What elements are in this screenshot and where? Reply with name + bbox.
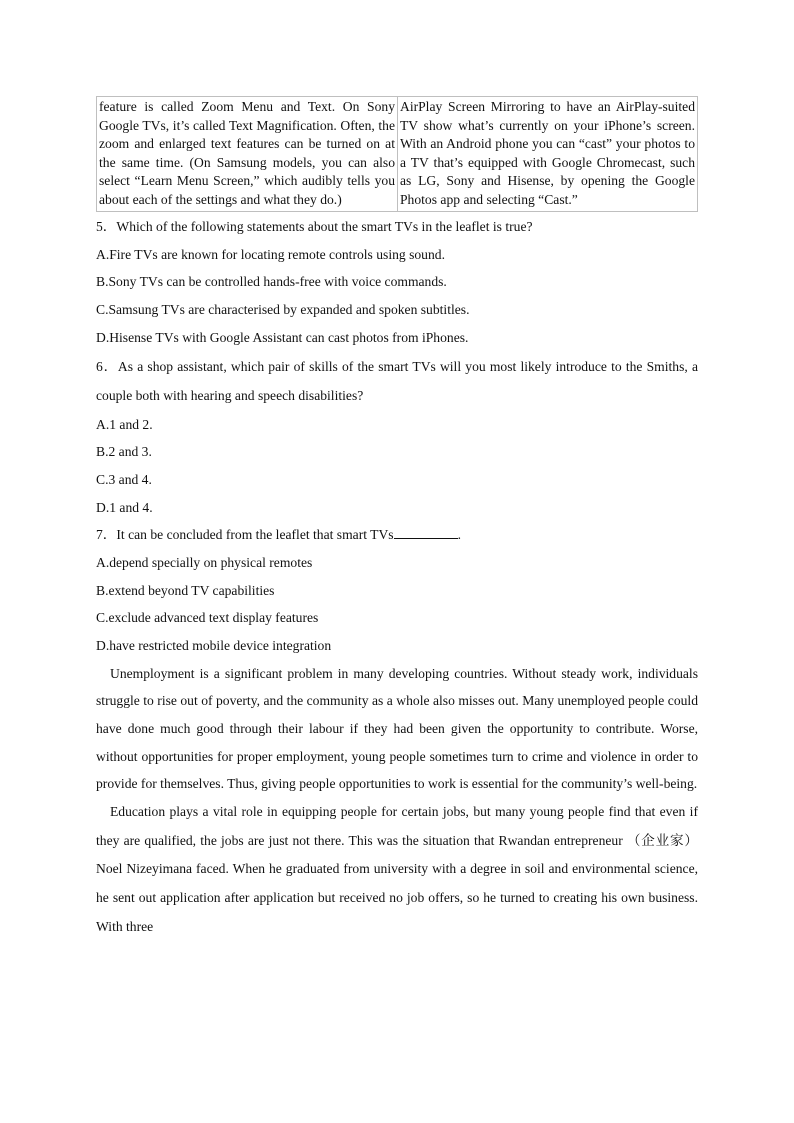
leaflet-cell-right: AirPlay Screen Mirroring to have an AirPlay-suited TV show what’s currently on your iPhone’s screen. With an Android phone you can “cast” your photos to a TV that’s equipped with Google Chromecast, such as LG, Sony and Hisense, by opening the Google Photos app and selecting “Cast.” <box>398 97 698 212</box>
document-page <box>96 96 698 941</box>
question-stem <box>96 521 698 549</box>
question-stem: 6．As a shop assistant, which pair of skills of the smart TVs will you most likely introduce to the Smiths, a couple both with hearing and speech disabilities? <box>96 358 698 404</box>
option-d: D.have restricted mobile device integration <box>96 638 332 654</box>
option-a: A.1 and 2. <box>96 416 153 432</box>
leaflet-table-row <box>97 97 698 212</box>
option-c: C.exclude advanced text display features <box>96 610 319 626</box>
option-d: D.1 and 4. <box>96 499 153 515</box>
question-stem-text: 7．It can be concluded from the leaflet that smart TVs <box>96 527 394 543</box>
option-d: D.Hisense TVs with Google Assistant can cast photos from iPhones. <box>96 329 469 345</box>
passage-paragraph-1: Unemployment is a significant problem in many developing countries. Without steady work, individuals struggle to rise out of poverty, and the community as a whole also misses out. Many unemployed people could have done much good through their labour if they had been given the opportunity to contribute. Worse, without opportunities for proper employment, young people sometimes turn to crime and violence in order to provide for themselves. Thus, giving people opportunities to work is essential for the community’s well-being. <box>96 665 698 792</box>
option-c: C.3 and 4. <box>96 471 152 487</box>
leaflet-table <box>96 96 698 212</box>
option-c: C.Samsung TVs are characterised by expanded and spoken subtitles. <box>96 302 470 318</box>
reading-passage <box>96 660 698 941</box>
question-5 <box>96 213 698 352</box>
question-7 <box>96 521 698 660</box>
option-a: A.depend specially on physical remotes <box>96 555 313 571</box>
passage-paragraph-2: Education plays a vital role in equipping people for certain jobs, but many young people find that even if they are qualified, the jobs are just not there. This was the situation that Rwandan entrepreneur （企业家） Noel Nizeyimana faced. When he graduated from university with a degree in soil and environmental science, he sent out application after application but received no job offers, so he turned to creating his own business. With three <box>96 803 698 934</box>
option-b: B.Sony TVs can be controlled hands-free with voice commands. <box>96 274 447 290</box>
option-b: B.2 and 3. <box>96 444 152 460</box>
question-stem-end: . <box>457 527 461 543</box>
answer-blank <box>394 526 458 539</box>
leaflet-cell-left: feature is called Zoom Menu and Text. On Sony Google TVs, it’s called Text Magnification. Often, the zoom and enlarged text features can be turned on at the same time. (On Samsung models, you can also select “Learn Menu Screen,” which audibly tells you about each of the settings and what they do.) <box>97 97 398 212</box>
option-b: B.extend beyond TV capabilities <box>96 582 275 598</box>
option-a: A.Fire TVs are known for locating remote controls using sound. <box>96 246 445 262</box>
question-stem: 5．Which of the following statements about the smart TVs in the leaflet is true? <box>96 219 533 234</box>
question-6 <box>96 352 698 522</box>
